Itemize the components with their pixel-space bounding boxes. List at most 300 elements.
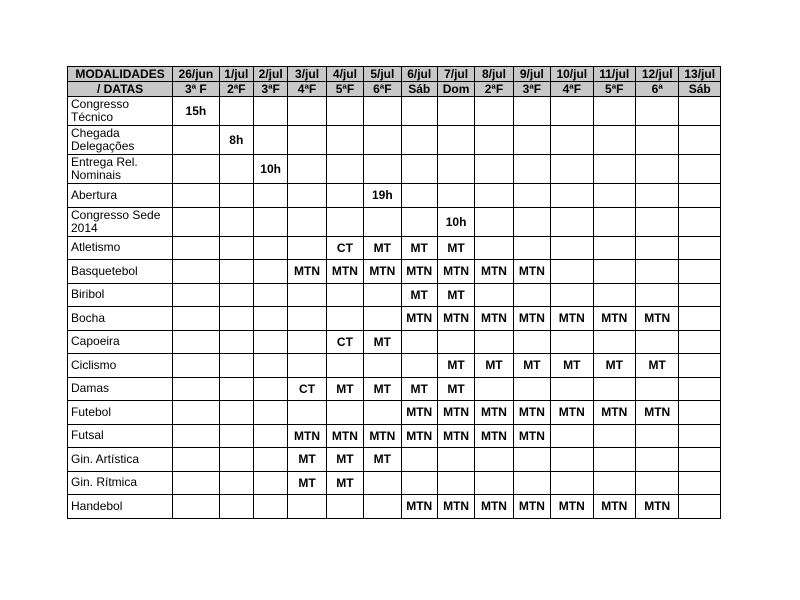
- date-header: 6ª: [635, 82, 678, 97]
- date-header: 2ªF: [219, 82, 253, 97]
- schedule-cell: [253, 184, 287, 208]
- table-row: [68, 207, 721, 236]
- date-header: 12/jul: [635, 67, 678, 82]
- table-row: [68, 330, 721, 354]
- schedule-cell: [635, 330, 678, 354]
- modality-name: Abertura: [68, 184, 173, 208]
- schedule-cell: [679, 236, 721, 260]
- schedule-cell: MTN: [326, 260, 363, 284]
- schedule-cell: [635, 471, 678, 495]
- schedule-cell: [679, 330, 721, 354]
- schedule-cell: MTN: [326, 424, 363, 448]
- schedule-cell: MTN: [475, 307, 513, 331]
- table-row: [68, 283, 721, 307]
- schedule-cell: [326, 495, 363, 519]
- schedule-cell: [253, 354, 287, 378]
- schedule-cell: [437, 448, 474, 472]
- schedule-cell: [551, 377, 593, 401]
- schedule-cell: MTN: [401, 307, 437, 331]
- schedule-cell: [401, 155, 437, 184]
- schedule-cell: [679, 155, 721, 184]
- schedule-cell: [364, 126, 401, 155]
- schedule-cell: [593, 184, 635, 208]
- schedule-cell: MTN: [475, 495, 513, 519]
- header-row-weekdays: [68, 82, 721, 97]
- date-header: Dom: [437, 82, 474, 97]
- schedule-cell: MT: [551, 354, 593, 378]
- schedule-cell: [219, 307, 253, 331]
- schedule-cell: MT: [401, 236, 437, 260]
- modality-name: Basquetebol: [68, 260, 173, 284]
- schedule-cell: [513, 97, 550, 126]
- schedule-cell: MT: [326, 448, 363, 472]
- schedule-cell: [475, 377, 513, 401]
- schedule-cell: MT: [364, 377, 401, 401]
- schedule-cell: [635, 126, 678, 155]
- schedule-cell: [593, 97, 635, 126]
- schedule-cell: [288, 401, 326, 425]
- schedule-cell: MTN: [513, 260, 550, 284]
- schedule-cell: MT: [364, 448, 401, 472]
- schedule-cell: MT: [401, 377, 437, 401]
- schedule-cell: [437, 97, 474, 126]
- schedule-cell: [253, 471, 287, 495]
- schedule-cell: [219, 155, 253, 184]
- schedule-cell: [679, 401, 721, 425]
- schedule-cell: MT: [635, 354, 678, 378]
- schedule-cell: [219, 330, 253, 354]
- schedule-cell: MTN: [513, 495, 550, 519]
- modality-name: Congresso Técnico: [68, 97, 173, 126]
- table-body: [68, 97, 721, 519]
- schedule-cell: [551, 155, 593, 184]
- modality-name: Congresso Sede 2014: [68, 207, 173, 236]
- schedule-cell: [437, 126, 474, 155]
- schedule-cell: MT: [437, 354, 474, 378]
- modality-name: Ciclismo: [68, 354, 173, 378]
- schedule-cell: MTN: [551, 401, 593, 425]
- schedule-cell: CT: [326, 330, 363, 354]
- modality-name: Damas: [68, 377, 173, 401]
- schedule-cell: [219, 184, 253, 208]
- schedule-cell: [401, 471, 437, 495]
- table-row: [68, 354, 721, 378]
- schedule-cell: MTN: [288, 424, 326, 448]
- schedule-cell: [288, 330, 326, 354]
- date-header: 10/jul: [551, 67, 593, 82]
- schedule-cell: [593, 448, 635, 472]
- schedule-cell: [593, 330, 635, 354]
- schedule-cell: [679, 283, 721, 307]
- schedule-cell: [513, 236, 550, 260]
- schedule-cell: [326, 307, 363, 331]
- schedule-cell: 8h: [219, 126, 253, 155]
- schedule-cell: [401, 184, 437, 208]
- schedule-cell: [288, 97, 326, 126]
- schedule-cell: [551, 97, 593, 126]
- schedule-cell: 15h: [173, 97, 219, 126]
- schedule-cell: MT: [364, 330, 401, 354]
- schedule-cell: [551, 184, 593, 208]
- schedule-cell: [635, 236, 678, 260]
- table-row: [68, 184, 721, 208]
- schedule-cell: [219, 97, 253, 126]
- schedule-cell: [635, 260, 678, 284]
- schedule-cell: [551, 424, 593, 448]
- schedule-cell: [173, 283, 219, 307]
- schedule-cell: [593, 424, 635, 448]
- schedule-cell: [551, 260, 593, 284]
- schedule-cell: [288, 155, 326, 184]
- schedule-cell: [513, 448, 550, 472]
- schedule-cell: [635, 424, 678, 448]
- schedule-cell: [219, 207, 253, 236]
- schedule-cell: [364, 354, 401, 378]
- schedule-cell: [364, 155, 401, 184]
- schedule-cell: CT: [326, 236, 363, 260]
- schedule-cell: [679, 126, 721, 155]
- schedule-cell: [219, 377, 253, 401]
- schedule-cell: [551, 448, 593, 472]
- schedule-cell: [635, 377, 678, 401]
- schedule-cell: [219, 283, 253, 307]
- schedule-cell: MTN: [513, 307, 550, 331]
- schedule-cell: MT: [288, 448, 326, 472]
- schedule-cell: MTN: [635, 307, 678, 331]
- modality-name: Bocha: [68, 307, 173, 331]
- date-header: 26/jun: [173, 67, 219, 82]
- schedule-cell: MT: [437, 377, 474, 401]
- schedule-cell: [593, 377, 635, 401]
- schedule-cell: [475, 126, 513, 155]
- schedule-cell: [437, 184, 474, 208]
- modality-name: Capoeira: [68, 330, 173, 354]
- schedule-cell: MTN: [593, 495, 635, 519]
- schedule-cell: MTN: [288, 260, 326, 284]
- schedule-cell: [679, 471, 721, 495]
- schedule-cell: [173, 260, 219, 284]
- schedule-cell: 19h: [364, 184, 401, 208]
- schedule-cell: MTN: [437, 495, 474, 519]
- schedule-cell: [593, 260, 635, 284]
- table-row: [68, 424, 721, 448]
- schedule-cell: [401, 126, 437, 155]
- schedule-cell: [253, 283, 287, 307]
- schedule-cell: [635, 155, 678, 184]
- schedule-cell: [551, 236, 593, 260]
- header-row-dates: [68, 67, 721, 82]
- date-header: 4ªF: [551, 82, 593, 97]
- schedule-cell: [219, 448, 253, 472]
- schedule-cell: [679, 97, 721, 126]
- schedule-cell: MTN: [593, 401, 635, 425]
- schedule-cell: MTN: [364, 424, 401, 448]
- schedule-cell: MT: [513, 354, 550, 378]
- schedule-cell: [551, 471, 593, 495]
- table-row: [68, 401, 721, 425]
- schedule-cell: [513, 207, 550, 236]
- schedule-cell: [679, 377, 721, 401]
- date-header: Sáb: [401, 82, 437, 97]
- modalidades-header: MODALIDADES: [68, 67, 173, 82]
- schedule-cell: [288, 354, 326, 378]
- schedule-cell: [173, 495, 219, 519]
- schedule-cell: [475, 448, 513, 472]
- date-header: 8/jul: [475, 67, 513, 82]
- date-header: 3ª F: [173, 82, 219, 97]
- schedule-cell: [513, 155, 550, 184]
- date-header: 6/jul: [401, 67, 437, 82]
- schedule-cell: MT: [437, 236, 474, 260]
- schedule-cell: MTN: [475, 401, 513, 425]
- schedule-cell: [513, 471, 550, 495]
- schedule-cell: [475, 155, 513, 184]
- table-row: [68, 97, 721, 126]
- schedule-cell: MT: [326, 471, 363, 495]
- schedule-cell: MT: [593, 354, 635, 378]
- modality-name: Chegada Delegações: [68, 126, 173, 155]
- schedule-cell: [253, 424, 287, 448]
- date-header: 9/jul: [513, 67, 550, 82]
- schedule-cell: [364, 401, 401, 425]
- schedule-cell: [551, 207, 593, 236]
- modalidades-header: / DATAS: [68, 82, 173, 97]
- schedule-cell: [219, 354, 253, 378]
- schedule-cell: MTN: [513, 424, 550, 448]
- schedule-cell: [513, 126, 550, 155]
- schedule-cell: MTN: [401, 424, 437, 448]
- schedule-cell: MTN: [593, 307, 635, 331]
- date-header: 3/jul: [288, 67, 326, 82]
- table-row: [68, 377, 721, 401]
- schedule-cell: [437, 155, 474, 184]
- table-row: [68, 236, 721, 260]
- schedule-cell: [288, 126, 326, 155]
- modality-name: Futsal: [68, 424, 173, 448]
- schedule-cell: [253, 97, 287, 126]
- schedule-cell: [551, 126, 593, 155]
- schedule-cell: [475, 330, 513, 354]
- schedule-cell: [253, 307, 287, 331]
- date-header: 5ªF: [326, 82, 363, 97]
- schedule-cell: [326, 283, 363, 307]
- schedule-cell: [253, 207, 287, 236]
- schedule-cell: [635, 448, 678, 472]
- schedule-cell: [219, 424, 253, 448]
- schedule-table: [67, 66, 721, 519]
- date-header: 4/jul: [326, 67, 363, 82]
- schedule-cell: [513, 330, 550, 354]
- schedule-cell: [219, 260, 253, 284]
- date-header: 3ªF: [513, 82, 550, 97]
- schedule-cell: 10h: [253, 155, 287, 184]
- schedule-cell: [253, 495, 287, 519]
- schedule-cell: [326, 155, 363, 184]
- schedule-cell: [173, 184, 219, 208]
- schedule-cell: [173, 307, 219, 331]
- schedule-cell: MTN: [364, 260, 401, 284]
- date-header: 13/jul: [679, 67, 721, 82]
- schedule-cell: [401, 330, 437, 354]
- table-row: [68, 471, 721, 495]
- schedule-cell: MT: [364, 236, 401, 260]
- schedule-cell: [593, 207, 635, 236]
- schedule-cell: MT: [437, 283, 474, 307]
- modality-name: Handebol: [68, 495, 173, 519]
- table-row: [68, 448, 721, 472]
- schedule-cell: [475, 97, 513, 126]
- modality-name: Gin. Rítmica: [68, 471, 173, 495]
- schedule-cell: [173, 471, 219, 495]
- schedule-cell: [173, 401, 219, 425]
- schedule-cell: MTN: [513, 401, 550, 425]
- schedule-cell: [253, 401, 287, 425]
- schedule-cell: [679, 207, 721, 236]
- schedule-cell: [288, 184, 326, 208]
- schedule-cell: [401, 207, 437, 236]
- schedule-cell: [173, 126, 219, 155]
- schedule-cell: [173, 236, 219, 260]
- schedule-cell: MT: [288, 471, 326, 495]
- schedule-cell: [364, 207, 401, 236]
- schedule-cell: [326, 184, 363, 208]
- table-row: [68, 260, 721, 284]
- schedule-cell: MTN: [437, 424, 474, 448]
- schedule-cell: [635, 207, 678, 236]
- schedule-cell: [219, 236, 253, 260]
- schedule-cell: [173, 155, 219, 184]
- schedule-cell: CT: [288, 377, 326, 401]
- schedule-cell: MTN: [437, 307, 474, 331]
- schedule-cell: MTN: [401, 260, 437, 284]
- schedule-cell: [593, 283, 635, 307]
- schedule-cell: MTN: [475, 424, 513, 448]
- schedule-cell: [364, 471, 401, 495]
- schedule-cell: [253, 448, 287, 472]
- schedule-cell: [513, 184, 550, 208]
- schedule-cell: [219, 495, 253, 519]
- schedule-cell: [593, 155, 635, 184]
- schedule-cell: [253, 330, 287, 354]
- schedule-cell: [288, 307, 326, 331]
- modality-name: Atletismo: [68, 236, 173, 260]
- schedule-cell: [679, 495, 721, 519]
- date-header: 5/jul: [364, 67, 401, 82]
- date-header: 2/jul: [253, 67, 287, 82]
- schedule-cell: [401, 448, 437, 472]
- schedule-cell: [326, 401, 363, 425]
- schedule-cell: [364, 97, 401, 126]
- date-header: 6ªF: [364, 82, 401, 97]
- schedule-cell: [475, 236, 513, 260]
- schedule-cell: [326, 126, 363, 155]
- schedule-cell: [253, 126, 287, 155]
- date-header: 5ªF: [593, 82, 635, 97]
- schedule-cell: [326, 207, 363, 236]
- schedule-cell: [173, 330, 219, 354]
- schedule-cell: [635, 184, 678, 208]
- table-row: [68, 155, 721, 184]
- schedule-cell: [288, 283, 326, 307]
- schedule-cell: [173, 354, 219, 378]
- schedule-cell: [253, 236, 287, 260]
- schedule-cell: [679, 184, 721, 208]
- date-header: 7/jul: [437, 67, 474, 82]
- schedule-cell: [513, 283, 550, 307]
- schedule-cell: [679, 448, 721, 472]
- date-header: 11/jul: [593, 67, 635, 82]
- modality-name: Entrega Rel. Nominais: [68, 155, 173, 184]
- date-header: 2ªF: [475, 82, 513, 97]
- schedule-cell: MTN: [401, 401, 437, 425]
- schedule-cell: MTN: [437, 260, 474, 284]
- schedule-cell: MTN: [437, 401, 474, 425]
- modality-name: Futebol: [68, 401, 173, 425]
- schedule-cell: [513, 377, 550, 401]
- schedule-cell: MT: [475, 354, 513, 378]
- schedule-cell: [288, 495, 326, 519]
- schedule-cell: [173, 377, 219, 401]
- date-header: 1/jul: [219, 67, 253, 82]
- schedule-cell: [679, 424, 721, 448]
- schedule-cell: [475, 471, 513, 495]
- schedule-cell: [326, 354, 363, 378]
- schedule-cell: [551, 283, 593, 307]
- schedule-cell: [173, 448, 219, 472]
- modality-name: Biribol: [68, 283, 173, 307]
- schedule-cell: [288, 236, 326, 260]
- schedule-cell: MTN: [551, 495, 593, 519]
- schedule-cell: 10h: [437, 207, 474, 236]
- schedule-cell: [475, 283, 513, 307]
- schedule-cell: [679, 354, 721, 378]
- schedule-cell: [475, 207, 513, 236]
- schedule-cell: [679, 260, 721, 284]
- schedule-cell: [635, 283, 678, 307]
- schedule-cell: [593, 236, 635, 260]
- schedule-cell: [253, 377, 287, 401]
- schedule-cell: [593, 126, 635, 155]
- schedule-cell: [326, 97, 363, 126]
- table-header: [68, 67, 721, 97]
- schedule-cell: [551, 330, 593, 354]
- modality-name: Gin. Artística: [68, 448, 173, 472]
- schedule-cell: MTN: [551, 307, 593, 331]
- schedule-cell: [219, 401, 253, 425]
- schedule-cell: MT: [326, 377, 363, 401]
- schedule-cell: [401, 354, 437, 378]
- date-header: 4ªF: [288, 82, 326, 97]
- schedule-cell: [364, 307, 401, 331]
- schedule-cell: MTN: [635, 401, 678, 425]
- schedule-cell: [475, 184, 513, 208]
- table-row: [68, 495, 721, 519]
- schedule-cell: [173, 424, 219, 448]
- schedule-cell: [679, 307, 721, 331]
- schedule-cell: [253, 260, 287, 284]
- schedule-cell: [288, 207, 326, 236]
- schedule-cell: [635, 97, 678, 126]
- schedule-cell: MTN: [475, 260, 513, 284]
- schedule-cell: MTN: [401, 495, 437, 519]
- schedule-cell: [219, 471, 253, 495]
- date-header: 3ªF: [253, 82, 287, 97]
- schedule-cell: [364, 283, 401, 307]
- schedule-cell: [437, 471, 474, 495]
- schedule-cell: [401, 97, 437, 126]
- schedule-cell: [593, 471, 635, 495]
- table-row: [68, 307, 721, 331]
